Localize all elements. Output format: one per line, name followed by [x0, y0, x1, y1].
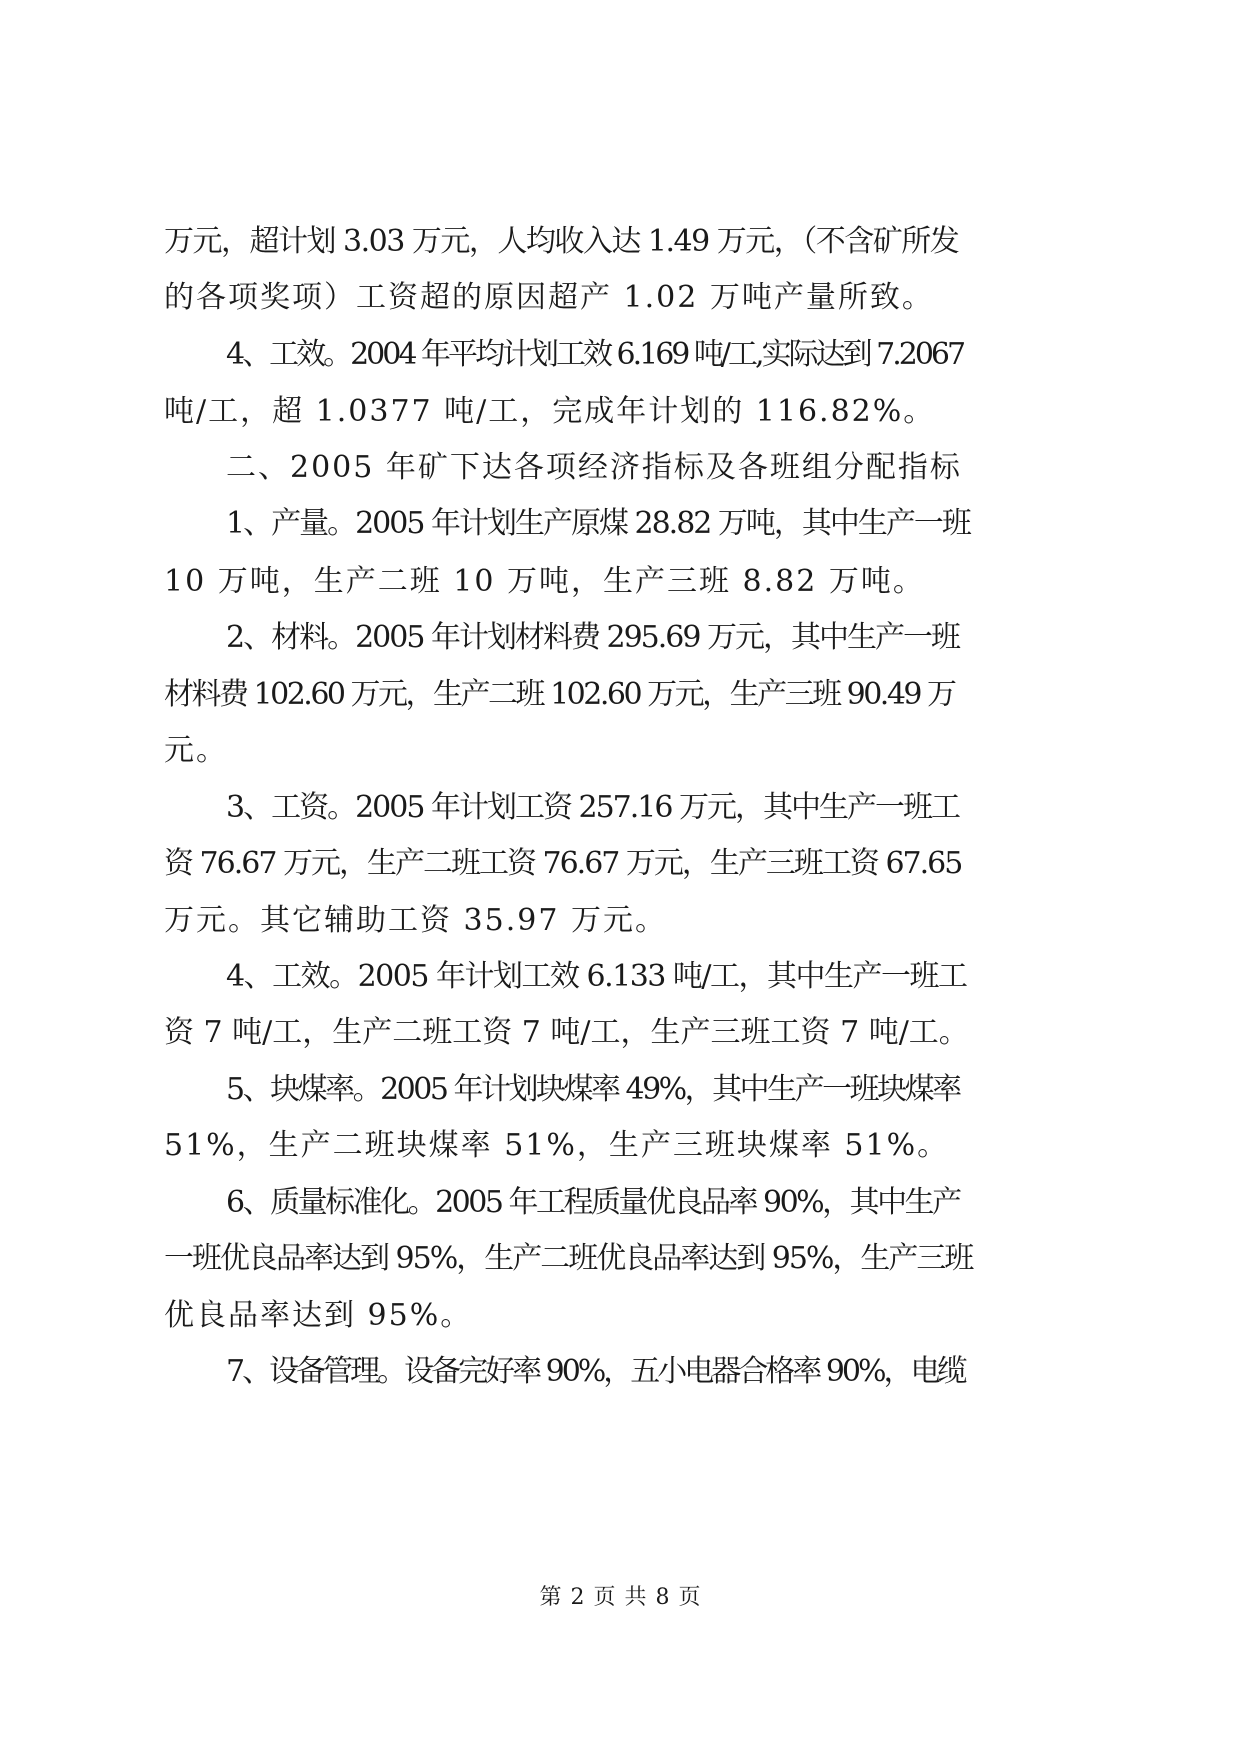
text-line: [0, 788, 1241, 828]
text-line: [0, 1013, 1241, 1053]
page-number-footer: 第 2 页 共 8 页: [539, 1585, 702, 1610]
text-line: [0, 562, 1241, 602]
text-line-content: 的各项奖项）工资超的原因超产 1.02 万吨产量所致。: [164, 280, 934, 315]
text-line-content: 7、设备管理。设备完好率 90%，五小电器合格率 90%，电缆: [226, 1354, 965, 1389]
text-line-content: 4、工效。2005 年计划工效 6.133 吨/工，其中生产一班工: [226, 959, 967, 994]
text-line: [0, 1239, 1241, 1279]
text-line-content: 1、产量。2005 年计划生产原煤 28.82 万吨，其中生产一班: [226, 506, 970, 541]
text-line-content: 一班优良品率达到 95%，生产二班优良品率达到 95%，生产三班: [164, 1241, 973, 1276]
text-line-content: 2、材料。2005 年计划材料费 295.69 万元，其中生产一班: [226, 620, 960, 655]
text-line: [0, 675, 1241, 715]
text-line: [0, 618, 1241, 658]
text-line: [0, 1070, 1241, 1110]
text-line-content: 二、2005 年矿下达各项经济指标及各班组分配指标: [226, 450, 962, 485]
text-line: [0, 278, 1241, 318]
text-line: [0, 222, 1241, 262]
text-line: [0, 901, 1241, 941]
text-line: [0, 335, 1241, 375]
text-line-content: 吨/工，超 1.0377 吨/工，完成年计划的 116.82%。: [164, 394, 936, 429]
text-line: [0, 731, 1241, 771]
text-line-content: 优良品率达到 95%。: [164, 1298, 473, 1333]
text-line-content: 5、块煤率。2005 年计划块煤率 49%，其中生产一班块煤率: [226, 1072, 960, 1107]
text-line-content: 万元。其它辅助工资 35.97 万元。: [164, 903, 667, 938]
text-line: [0, 957, 1241, 997]
text-line-content: 51%，生产二班块煤率 51%，生产三班块煤率 51%。: [164, 1128, 950, 1163]
text-line: [0, 392, 1241, 432]
text-line: [0, 504, 1241, 544]
text-line-content: 元。: [164, 733, 228, 768]
text-line-content: 材料费 102.60 万元，生产二班 102.60 万元，生产三班 90.49 万: [164, 677, 955, 712]
text-line-content: 6、质量标准化。2005 年工程质量优良品率 90%，其中生产: [226, 1185, 960, 1220]
text-line-content: 万元，超计划 3.03 万元，人均收入达 1.49 万元，（不含矿所发: [164, 224, 959, 259]
text-line: [0, 844, 1241, 884]
text-line: [0, 1296, 1241, 1336]
section-heading: [0, 448, 1241, 488]
text-line: [0, 1126, 1241, 1166]
text-line: [0, 1352, 1241, 1392]
text-line-content: 10 万吨，生产二班 10 万吨，生产三班 8.82 万吨。: [164, 564, 925, 599]
text-line: [0, 1183, 1241, 1223]
text-line-content: 资 7 吨/工，生产二班工资 7 吨/工，生产三班工资 7 吨/工。: [164, 1015, 969, 1050]
text-line-content: 4、工效。2004 年平均计划工效 6.169 吨/工,实际达到 7.2067: [226, 337, 964, 372]
text-line-content: 资 76.67 万元，生产二班工资 76.67 万元，生产三班工资 67.65: [164, 846, 962, 881]
text-line-content: 3、工资。2005 年计划工资 257.16 万元，其中生产一班工: [226, 790, 960, 825]
